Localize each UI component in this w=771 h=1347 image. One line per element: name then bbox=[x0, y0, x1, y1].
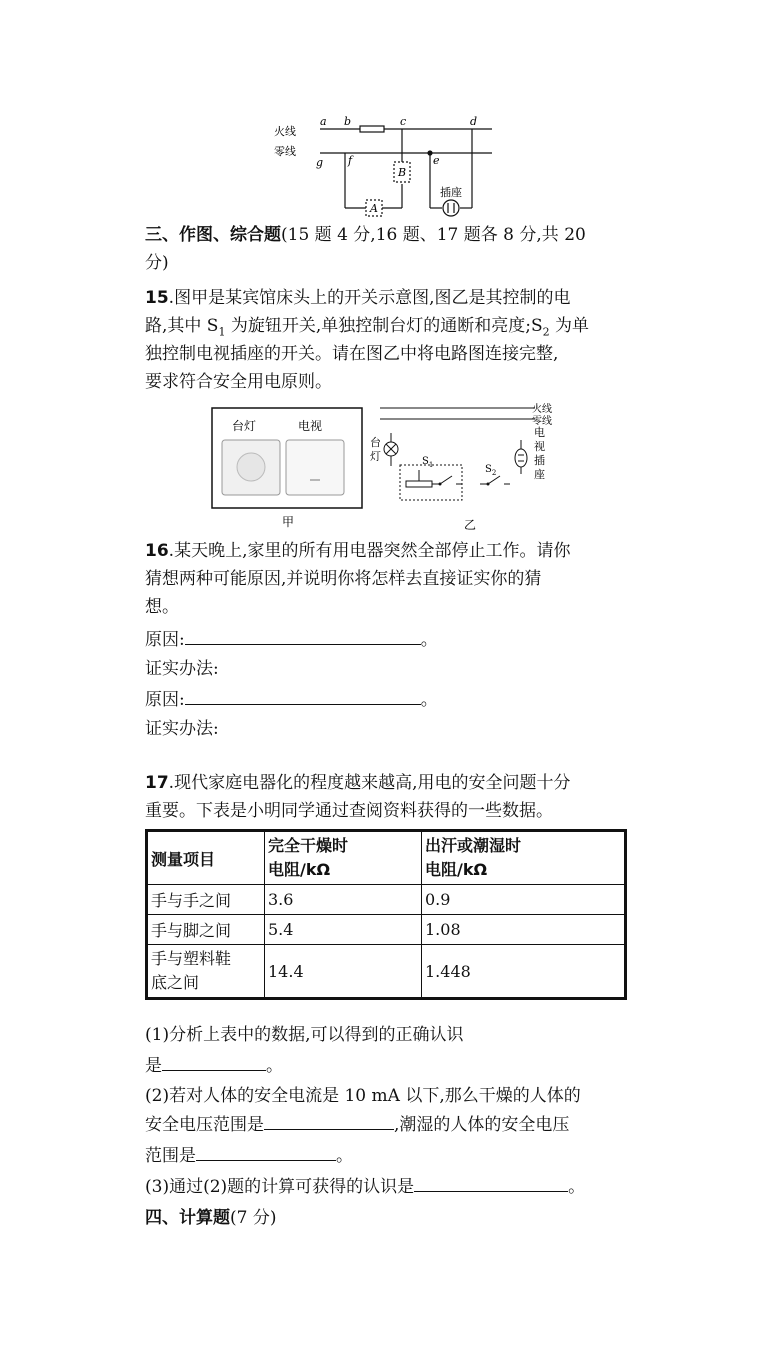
live-wire-label: 火线 bbox=[274, 125, 296, 138]
q15-line3: 独控制电视插座的开关。请在图乙中将电路图连接完整, bbox=[145, 344, 559, 364]
answer-blank[interactable] bbox=[162, 1052, 266, 1071]
q17-line1: 17.现代家庭电器化的程度越来越高,用电的安全问题十分 bbox=[145, 773, 571, 793]
wiring-diagram-figure bbox=[270, 108, 500, 218]
point-g: g bbox=[316, 156, 324, 169]
table-cell: 手与手之间 bbox=[147, 885, 265, 915]
point-a: a bbox=[320, 115, 327, 128]
table-row bbox=[147, 945, 626, 999]
table-header-cell: 测量项目 bbox=[147, 831, 265, 885]
tv-socket-2: 视 bbox=[534, 440, 545, 453]
tv-label: 电视 bbox=[298, 419, 323, 433]
fig2-live-label: 火线 bbox=[532, 404, 552, 415]
q17-part2-line2: 安全电压范围是 ,潮湿的人体的安全电压 bbox=[145, 1111, 569, 1138]
q15-line2: 路,其中 $S_1$ 为旋钮开关,单独控制台灯的通断和亮度$;S_2$ 为单 bbox=[145, 316, 590, 339]
table-cell: 5.4 bbox=[265, 915, 422, 945]
table-cell: 1.448 bbox=[422, 945, 626, 999]
table-header-cell: 完全干燥时 电阻/kΩ bbox=[265, 831, 422, 885]
answer-blank[interactable] bbox=[414, 1173, 568, 1192]
tv-socket-1: 电 bbox=[534, 426, 545, 439]
table-header-cell: 出汗或潮湿时 电阻/kΩ bbox=[422, 831, 626, 885]
q16-verify-2: 证实办法: bbox=[145, 719, 219, 739]
socket-label: 插座 bbox=[440, 186, 462, 199]
section-4-heading: 四、计算题(7 分) bbox=[145, 1208, 277, 1228]
component-a: A bbox=[370, 202, 378, 215]
resistance-table bbox=[145, 829, 627, 1000]
q15-line1: 15.图甲是某宾馆床头上的开关示意图,图乙是其控制的电 bbox=[145, 288, 571, 308]
table-cell: 1.08 bbox=[422, 915, 626, 945]
q16-line2: 猜想两种可能原因,并说明你将怎样去直接证实你的猜 bbox=[145, 569, 542, 589]
q16-reason-2: 原因: 。 bbox=[145, 686, 438, 713]
switch-s1-label: $S_1$ bbox=[422, 456, 434, 469]
switch-panel-figure bbox=[210, 400, 570, 535]
table-cell: 0.9 bbox=[422, 885, 626, 915]
point-b: b bbox=[344, 115, 352, 128]
tv-socket-3: 插 bbox=[534, 454, 545, 467]
table-header-row bbox=[147, 831, 626, 885]
q15-line4: 要求符合安全用电原则。 bbox=[145, 372, 332, 392]
table-cell: 3.6 bbox=[265, 885, 422, 915]
figure-jia-label: 甲 bbox=[282, 515, 295, 529]
q16-verify-1: 证实办法: bbox=[145, 659, 219, 679]
answer-blank[interactable] bbox=[264, 1111, 394, 1130]
q17-part2-line3: 范围是 。 bbox=[145, 1142, 353, 1169]
lamp-vertical-1: 台 bbox=[370, 436, 381, 449]
q16-reason-1: 原因: 。 bbox=[145, 626, 438, 653]
lamp-vertical-2: 灯 bbox=[370, 450, 381, 463]
point-f: f bbox=[348, 154, 353, 167]
tv-socket-4: 座 bbox=[534, 468, 545, 481]
table-cell: 手与塑料鞋 底之间 bbox=[147, 945, 265, 999]
point-e: e bbox=[433, 154, 440, 167]
q16-line3: 想。 bbox=[145, 597, 179, 617]
point-c: c bbox=[400, 115, 407, 128]
component-b: B bbox=[398, 166, 407, 179]
fig2-neutral-label: 零线 bbox=[532, 416, 552, 427]
q17-line2: 重要。下表是小明同学通过查阅资料获得的一些数据。 bbox=[145, 801, 553, 821]
q16-line1: 16.某天晚上,家里的所有用电器突然全部停止工作。请你 bbox=[145, 541, 571, 561]
table-row bbox=[147, 915, 626, 945]
section-3-heading-cont: 分) bbox=[145, 253, 169, 273]
q17-part1-line2: 是 。 bbox=[145, 1052, 283, 1079]
q17-part2-line1: (2)若对人体的安全电流是 10 mA 以下,那么干燥的人体的 bbox=[145, 1086, 581, 1106]
section-3-heading: 三、作图、综合题(15 题 4 分,16 题、17 题各 8 分,共 20 bbox=[145, 225, 586, 245]
lamp-label: 台灯 bbox=[232, 419, 257, 433]
answer-blank[interactable] bbox=[185, 626, 421, 645]
table-cell: 手与脚之间 bbox=[147, 915, 265, 945]
q17-part3-line: (3)通过(2)题的计算可获得的认识是 。 bbox=[145, 1173, 585, 1200]
table-row bbox=[147, 885, 626, 915]
answer-blank[interactable] bbox=[185, 686, 421, 705]
answer-blank[interactable] bbox=[196, 1142, 336, 1161]
point-d: d bbox=[470, 115, 478, 128]
neutral-wire-label: 零线 bbox=[274, 145, 296, 158]
q17-part1-line1: (1)分析上表中的数据,可以得到的正确认识 bbox=[145, 1025, 464, 1045]
table-cell: 14.4 bbox=[265, 945, 422, 999]
switch-s2-label: $S_2$ bbox=[485, 464, 497, 477]
figure-yi-label: 乙 bbox=[464, 518, 477, 532]
